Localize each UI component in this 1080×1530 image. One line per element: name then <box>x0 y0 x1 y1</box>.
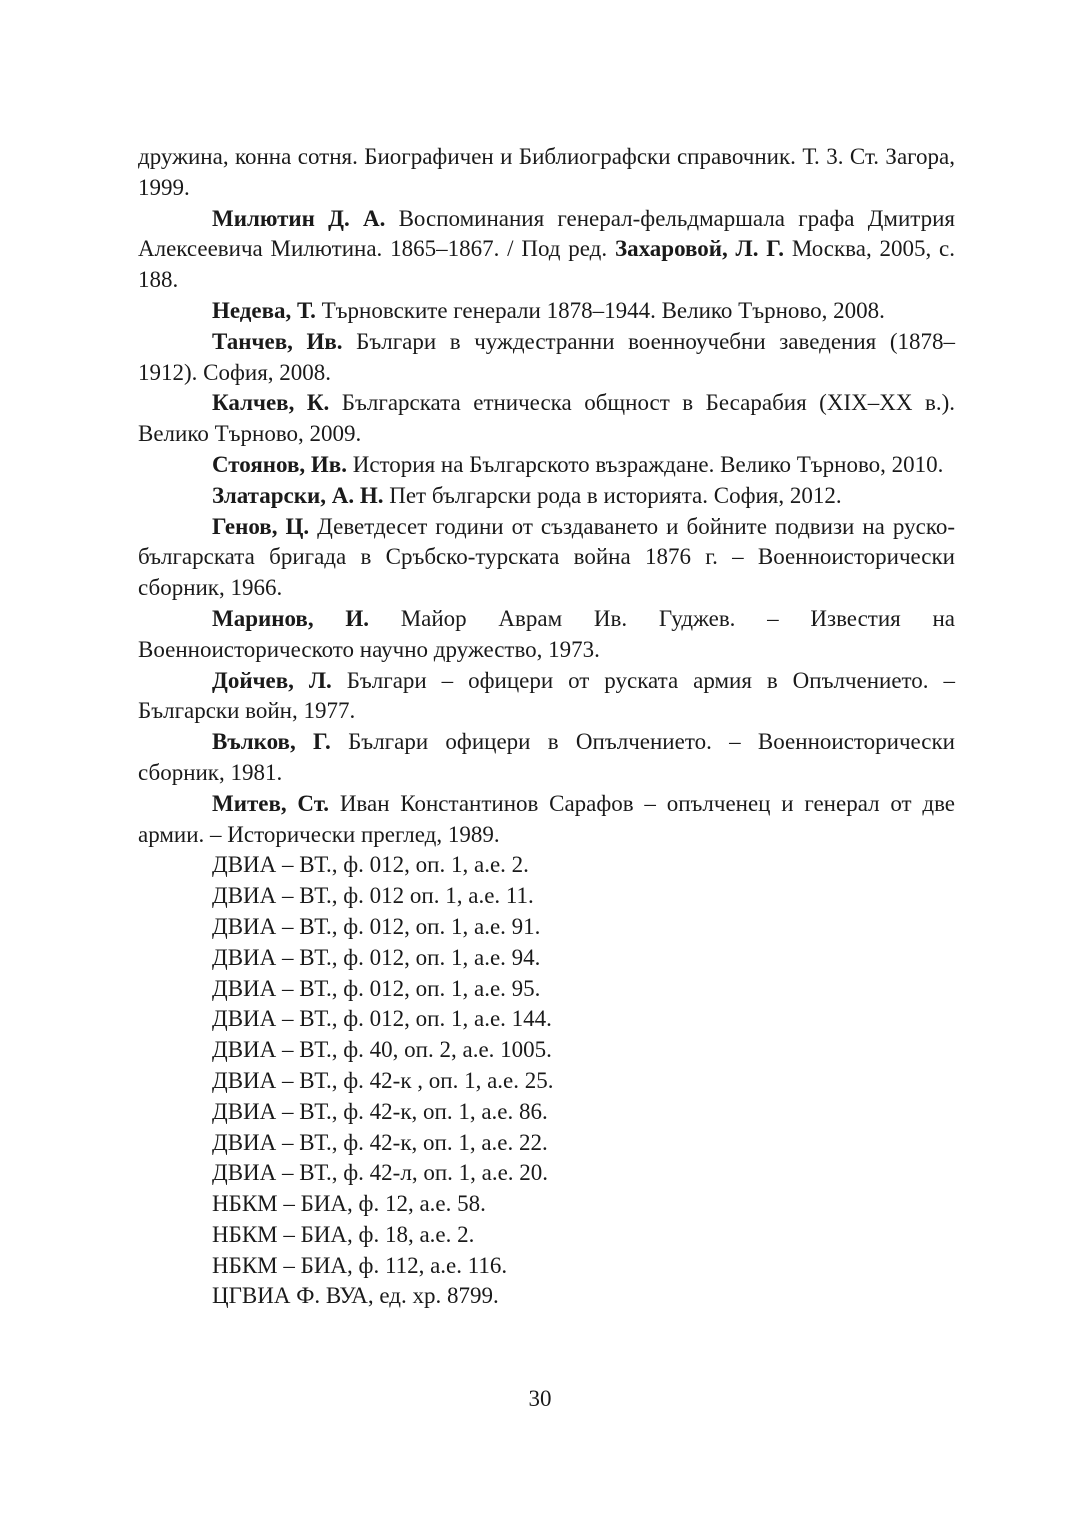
reference-entry <box>138 604 955 666</box>
reference-text: Търновските генерали 1878–1944. Велико Търново, 2008. <box>315 297 885 323</box>
archive-reference: ДВИА – ВТ., ф. 42-к , оп. 1, а.е. 25. <box>212 1067 554 1093</box>
archive-reference: ДВИА – ВТ., ф. 42-к, оп. 1, а.е. 22. <box>212 1129 548 1155</box>
reference-text: Българи – офицери от руската армия в Опълчението. – Български войн, 1977. <box>138 667 955 724</box>
reference-text: Българската етническа общност в Бесарабия (XIX–XX в.). Велико Търново, 2009. <box>138 390 955 447</box>
reference-author: Митев, Ст. <box>212 790 330 816</box>
archive-reference: НБКМ – БИА, ф. 112, а.е. 116. <box>212 1252 508 1278</box>
reference-entry <box>138 204 955 296</box>
reference-text: Деветдесет години от създаването и бойните подвизи на руско-българската бригада в Сръбско-турската война 1876 г. – Военноисторически сборник, 1966. <box>138 513 955 601</box>
reference-editor: Захаровой, Л. Г. <box>614 236 785 262</box>
reference-text: Майор Аврам Ив. Гуджев. – Известия на Военноисторическото научно дружество, 1973. <box>138 605 955 662</box>
reference-author: Стоянов, Ив. <box>212 451 347 477</box>
archive-reference: НБКМ – БИА, ф. 12, а.е. 58. <box>212 1191 486 1217</box>
reference-text: История на Българското възраждане. Велико Търново, 2010. <box>346 451 944 477</box>
reference-entry <box>138 789 955 851</box>
reference-author: Танчев, Ив. <box>212 328 343 354</box>
reference-text: Иван Константинов Сарафов – опълченец и генерал от две армии. – Исторически преглед, 1989. <box>138 790 956 847</box>
reference-author: Недева, Т. <box>212 297 316 323</box>
archive-reference: ДВИА – ВТ., ф. 012, оп. 1, а.е. 144. <box>212 1006 552 1032</box>
reference-entry <box>138 512 955 604</box>
reference-author: Дойчев, Л. <box>212 667 332 693</box>
reference-text: Москва, 2005, с. 188. <box>138 236 956 293</box>
reference-text: Българи офицери в Опълчението. – Военноисторически сборник, 1981. <box>138 729 955 785</box>
reference-text: Българи в чуждестранни военноучебни заведения (1878–1912). София, 2008. <box>138 328 956 385</box>
reference-author: Вълков, Г. <box>212 729 331 755</box>
reference-author: Генов, Ц. <box>212 513 310 539</box>
reference-author: Маринов, И. <box>212 605 369 631</box>
reference-text: Пет български рода в историята. София, 2012. <box>383 482 842 508</box>
reference-entry <box>138 327 955 389</box>
reference-entry <box>138 727 955 789</box>
reference-author: Калчев, К. <box>212 390 330 416</box>
page-number: 30 <box>528 1386 552 1411</box>
reference-text: Воспоминания генерал-фельдмаршала графа Дмитрия Алексеевича Милютина. 1865–1867. / Под ред. <box>138 205 955 262</box>
archive-reference: ДВИА – ВТ., ф. 012, оп. 1, а.е. 95. <box>212 975 541 1001</box>
reference-entry <box>138 388 955 450</box>
archive-reference: ДВИА – ВТ., ф. 012 оп. 1, а.е. 11. <box>212 883 534 909</box>
continuation-entry: дружина, конна сотня. Биографичен и Библиографски справочник. Т. 3. Ст. Загора, 1999. <box>138 144 955 200</box>
archive-reference: ДВИА – ВТ., ф. 012, оп. 1, а.е. 91. <box>212 913 541 939</box>
reference-author: Златарски, А. Н. <box>212 482 384 508</box>
archive-reference: ДВИА – ВТ., ф. 012, оп. 1, а.е. 94. <box>212 944 541 970</box>
reference-entry <box>138 450 955 481</box>
bibliography-page <box>138 142 955 1312</box>
archive-reference: ДВИА – ВТ., ф. 42-к, оп. 1, а.е. 86. <box>212 1098 548 1124</box>
archive-reference: ЦГВИА Ф. ВУА, ед. хр. 8799. <box>212 1283 499 1309</box>
reference-entry <box>138 481 955 512</box>
reference-entry <box>138 296 955 327</box>
archive-reference: ДВИА – ВТ., ф. 40, оп. 2, а.е. 1005. <box>212 1037 552 1063</box>
archive-reference: ДВИА – ВТ., ф. 42-л, оп. 1, а.е. 20. <box>212 1160 549 1186</box>
archive-reference: ДВИА – ВТ., ф. 012, оп. 1, а.е. 2. <box>212 852 529 878</box>
reference-entry <box>138 666 955 728</box>
reference-author: Милютин Д. А. <box>212 205 386 231</box>
archive-reference: НБКМ – БИА, ф. 18, а.е. 2. <box>212 1221 475 1247</box>
